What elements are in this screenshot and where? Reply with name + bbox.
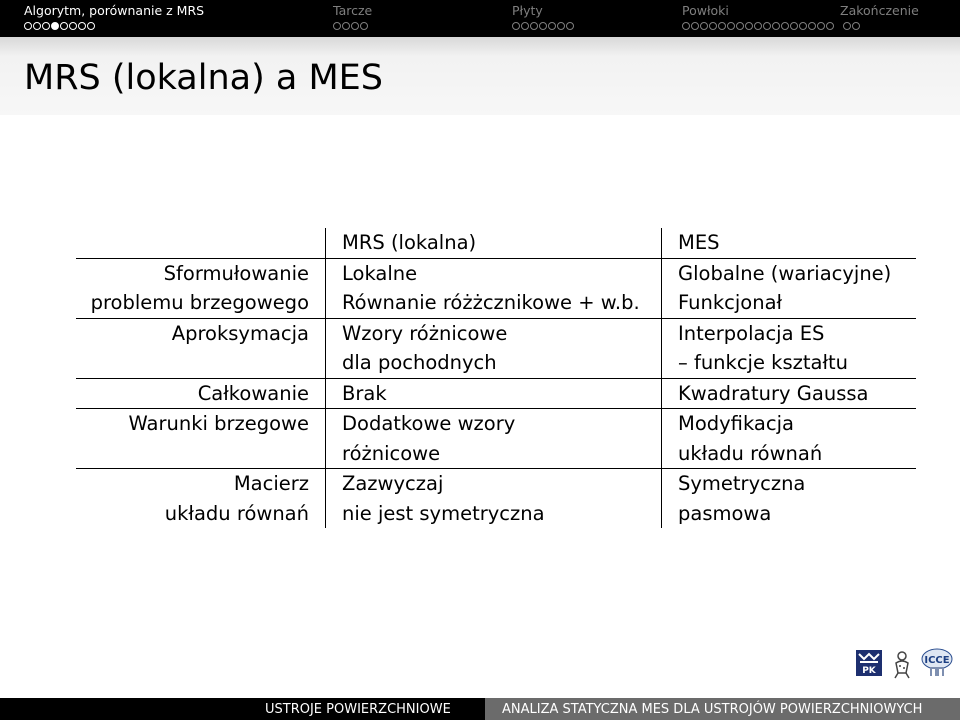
table-header-mes: MES [662,228,917,258]
row-label: Macierz układu równań [164,472,309,525]
table-row [76,318,916,378]
footer-long-title: ANALIZA STATYCZNA MES DLA USTROJÓW POWIERZCHNIOWYCH [502,702,923,717]
nav-dot-gap [835,22,842,30]
nav-slide-dot-current[interactable] [51,22,59,30]
row-label: Całkowanie [76,378,326,409]
nav-slide-dot[interactable] [87,22,95,30]
nav-slide-dot[interactable] [42,22,50,30]
row-label: Sformułowanie problemu brzegowego [76,258,326,318]
nav-slide-dot[interactable] [682,22,690,30]
nav-slide-dot[interactable] [360,22,368,30]
row-mrs-cell: Wzory różnicowe dla pochodnych [326,318,662,378]
nav-slide-dot[interactable] [745,22,753,30]
nav-slide-dot[interactable] [808,22,816,30]
nav-section-title[interactable]: Płyty [512,3,543,18]
nav-slide-dot[interactable] [799,22,807,30]
icce-logo [920,645,954,683]
comparison-table [76,228,916,528]
nav-slide-dot[interactable] [69,22,77,30]
nav-slide-dots [333,22,372,30]
row-label: Aproksymacja [76,318,326,378]
nav-slide-dot[interactable] [530,22,538,30]
mascot-logo [891,649,913,683]
table-header-mrs: MRS (lokalna) [326,228,662,258]
nav-slide-dot[interactable] [33,22,41,30]
nav-slide-dot[interactable] [709,22,717,30]
nav-slide-dot[interactable] [691,22,699,30]
nav-slide-dot[interactable] [512,22,520,30]
table-row [76,378,916,409]
row-mes-cell: Symetryczna pasmowa [678,472,806,525]
nav-slide-dot[interactable] [333,22,341,30]
nav-slide-dot[interactable] [817,22,825,30]
nav-section-powloki[interactable] [682,3,860,30]
nav-slide-dots [682,22,860,30]
table-header-row [76,228,916,258]
icce-logo-text: ICCE [924,655,950,666]
footer-short-title: USTROJE POWIERZCHNIOWE [265,702,451,717]
nav-section-title[interactable]: Powłoki [682,3,729,18]
nav-slide-dot[interactable] [78,22,86,30]
nav-section-title[interactable]: Algorytm, porównanie z MRS [24,3,205,18]
nav-slide-dot[interactable] [852,22,860,30]
nav-slide-dot[interactable] [24,22,32,30]
table-row [76,409,916,469]
nav-slide-dot[interactable] [727,22,735,30]
row-label: Warunki brzegowe [76,409,326,469]
nav-slide-dot[interactable] [566,22,574,30]
row-mrs-cell: Zazwyczaj nie jest symetryczna [326,469,662,529]
pk-logo [856,650,882,680]
row-mrs-cell: Lokalne Równanie różżcznikowe + w.b. [326,258,662,318]
nav-slide-dot[interactable] [790,22,798,30]
nav-section-title[interactable]: Tarcze [333,3,373,18]
row-mes-cell: Interpolacja ES – funkcje kształtu [662,318,917,378]
table-header-label [76,228,326,258]
row-mes-cell: Globalne (wariacyjne) Funkcjonał [662,258,917,318]
nav-slide-dot[interactable] [843,22,851,30]
nav-section-tarcze[interactable] [333,3,372,30]
nav-slide-dot[interactable] [826,22,834,30]
nav-section-algorytm[interactable] [24,3,204,30]
row-mes-cell: Kwadratury Gaussa [662,378,917,409]
nav-section-title[interactable]: Zakończenie [840,3,919,18]
nav-slide-dot[interactable] [521,22,529,30]
nav-slide-dot[interactable] [548,22,556,30]
pk-logo-text: PK [862,666,876,676]
row-mes-cell: Modyfikacja układu równań [662,409,917,469]
nav-slide-dot[interactable] [342,22,350,30]
nav-slide-dot[interactable] [718,22,726,30]
nav-slide-dot[interactable] [772,22,780,30]
nav-slide-dot[interactable] [736,22,744,30]
nav-slide-dots [24,22,204,30]
nav-section-zakonczenie[interactable] [840,3,919,18]
row-mrs-cell: Dodatkowe wzory różnicowe [326,409,662,469]
nav-slide-dot[interactable] [781,22,789,30]
nav-slide-dot[interactable] [763,22,771,30]
nav-section-plyty[interactable] [512,3,574,30]
nav-slide-dot[interactable] [539,22,547,30]
row-mrs-cell: Brak [326,378,662,409]
frame-title: MRS (lokalna) a MES [24,58,383,98]
nav-slide-dot[interactable] [60,22,68,30]
nav-slide-dots [512,22,574,30]
table-row [76,469,916,529]
nav-slide-dot[interactable] [700,22,708,30]
nav-slide-dot[interactable] [754,22,762,30]
table-row [76,258,916,318]
nav-slide-dot[interactable] [557,22,565,30]
nav-slide-dot[interactable] [351,22,359,30]
navigation-bar [0,0,960,37]
